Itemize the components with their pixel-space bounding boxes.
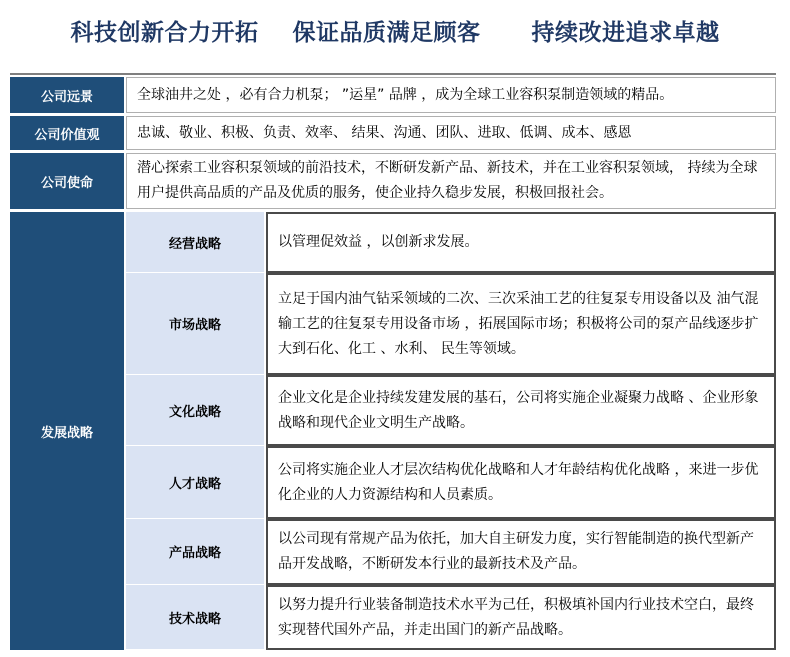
strategy-content-product: [266, 519, 776, 585]
strategy-content-operation: [266, 212, 776, 273]
row-text-vision: 全球油井之处 ，必有合力机泵； ”运星” 品牌 ，成为全球工业容积泵制造领域的精品。: [137, 86, 674, 103]
strategy-row-culture: [126, 375, 776, 446]
row-label-mission: 公司使命: [10, 153, 124, 209]
strategy-label-technology: 技术战略: [126, 585, 264, 650]
strategy-label-operation: 经营战略: [126, 212, 264, 273]
strategy-table: [10, 73, 776, 650]
strategy-label-culture: 文化战略: [126, 375, 264, 446]
strategy-label-talent: 人才战略: [126, 446, 264, 519]
row-text-values: 忠诚、敬业、积极、负责、效率、 结果、沟通、团队、进取、低调、成本、感恩: [137, 124, 632, 141]
strategy-items: [126, 212, 776, 650]
strategy-text-culture: 企业文化是企业持续发建发展的基石，公司将实施企业凝聚力战略 、企业形象战略和现代企业文明生产战略。: [278, 389, 759, 431]
strategy-text-operation: 以管理促效益 ，以创新求发展。: [278, 234, 479, 250]
strategy-text-talent: 公司将实施企业人才层次结构优化战略和人才年龄结构优化战略 ，来进一步优化企业的人力资源结构和人员素质。: [278, 461, 759, 503]
strategy-section: [10, 212, 776, 650]
table-row-values: [10, 116, 776, 150]
row-label-vision: 公司远景: [10, 77, 124, 113]
strategy-text-market: 立足于国内油气钻采领域的二次、三次采油工艺的往复泵专用设备以及 油气混输工艺的往复泵专用设备市场 ，拓展国际市场；积极将公司的泵产品线逐步扩大到石化、化工 、水利、 民生等领域。: [278, 290, 759, 357]
strategy-label-product: 产品战略: [126, 519, 264, 585]
strategy-text-technology: 以努力提升行业装备制造技术水平为己任，积极填补国内行业技术空白，最终实现替代国外产品，并走出国门的新产品战略。: [278, 596, 754, 638]
strategy-content-market: [266, 273, 776, 375]
strategy-row-technology: [126, 585, 776, 650]
strategy-content-technology: [266, 585, 776, 650]
strategy-content-talent: [266, 446, 776, 519]
strategy-label: 发展战略: [10, 212, 124, 650]
strategy-row-operation: [126, 212, 776, 273]
strategy-row-market: [126, 273, 776, 375]
row-content-mission: [126, 153, 776, 209]
strategy-row-talent: [126, 446, 776, 519]
row-content-values: [126, 116, 776, 150]
row-label-values: 公司价值观: [10, 116, 124, 150]
table-row-vision: [10, 77, 776, 113]
page-title: 科技创新合力开拓 保证品质满足顾客 持续改进追求卓越: [70, 19, 720, 46]
strategy-content-culture: [266, 375, 776, 446]
strategy-text-product: 以公司现有常规产品为依托，加大自主研发力度，实行智能制造的换代型新产品开发战略，不断研发本行业的最新技术及产品。: [278, 531, 754, 572]
strategy-row-product: [126, 519, 776, 585]
strategy-label-market: 市场战略: [126, 273, 264, 375]
row-content-vision: [126, 77, 776, 113]
row-text-mission: 潜心探索工业容积泵领域的前沿技术，不断研发新产品、新技术，并在工业容积泵领域， 持续为全球用户提供高品质的产品及优质的服务，使企业持久稳步发展，积极回报社会。: [137, 160, 758, 201]
table-row-mission: [10, 153, 776, 209]
